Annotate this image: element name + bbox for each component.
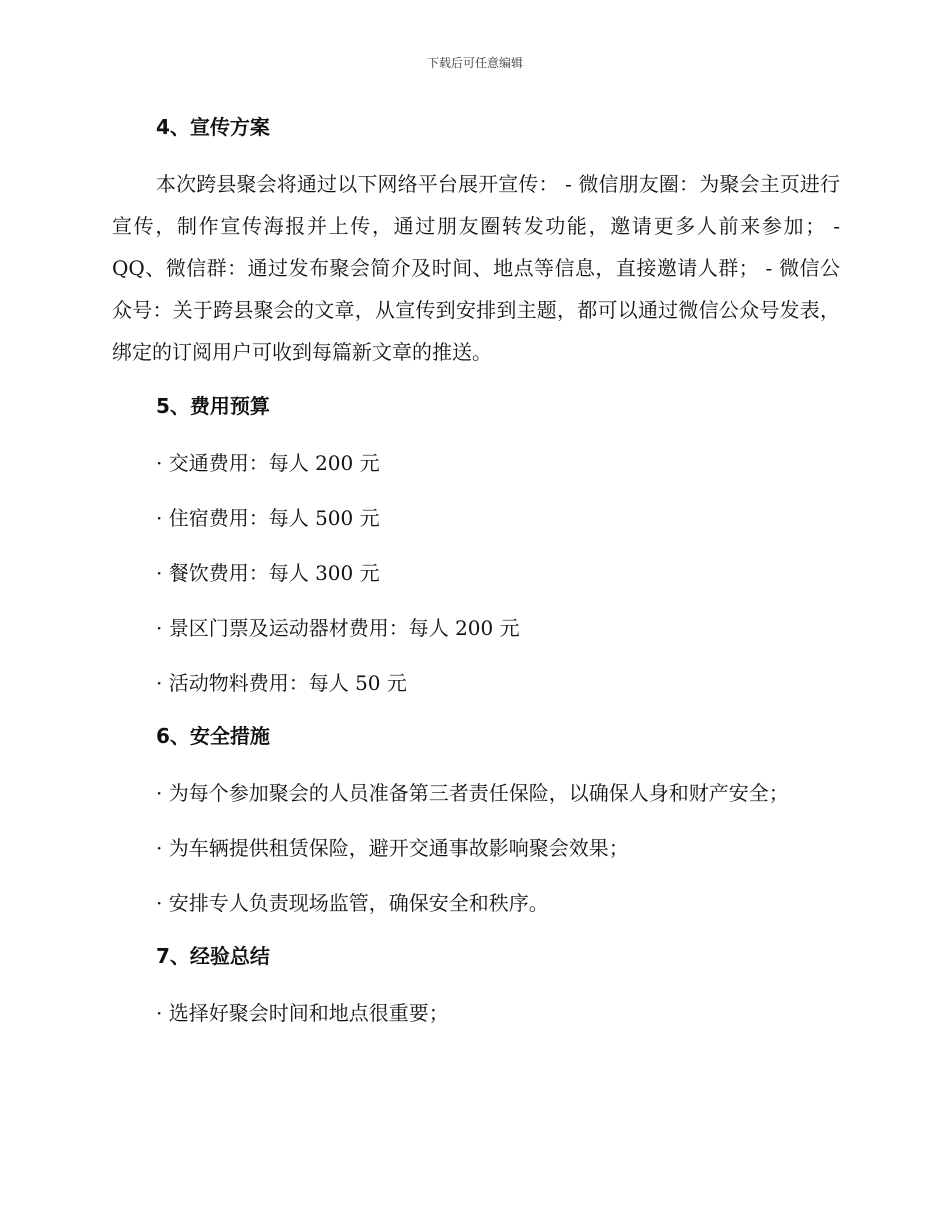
safety-item-insurance: · 为每个参加聚会的人员准备第三者责任保险，以确保人身和财产安全； [156,781,789,805]
section-heading-summary: 7、经验总结 [156,944,270,968]
promotion-paragraph: 本次跨县聚会将通过以下网络平台展开宣传： - 微信朋友圈：为聚会主页进行宣传，制作宣传海报并上传，通过朋友圈转发功能，邀请更多人前来参加； - QQ、微信群：通过发布聚会简介及时间、地点等信息，直接邀请人群； - 微信公众号：关于跨县聚会的文章，从宣传到安排到主题，都可以通过微信公众号发表，绑定的订阅用户可收到每篇新文章的推送。 [112,172,840,364]
budget-item-meals: · 餐饮费用：每人 300 元 [156,561,380,585]
budget-item-transport: · 交通费用：每人 200 元 [156,451,380,475]
safety-item-supervision: · 安排专人负责现场监管，确保安全和秩序。 [156,891,549,915]
section-heading-promotion: 4、宣传方案 [156,115,270,139]
section-heading-budget: 5、费用预算 [156,394,270,418]
budget-item-lodging: · 住宿费用：每人 500 元 [156,506,380,530]
budget-item-tickets-equipment: · 景区门票及运动器材费用：每人 200 元 [156,616,520,640]
summary-item-time-place: · 选择好聚会时间和地点很重要； [156,1001,449,1025]
document-body [112,108,840,1047]
budget-item-materials: · 活动物料费用：每人 50 元 [156,671,407,695]
page-header-note: 下载后可任意编辑 [426,56,523,70]
section-heading-safety: 6、安全措施 [156,724,270,748]
safety-item-vehicle-insurance: · 为车辆提供租赁保险，避开交通事故影响聚会效果； [156,836,629,860]
